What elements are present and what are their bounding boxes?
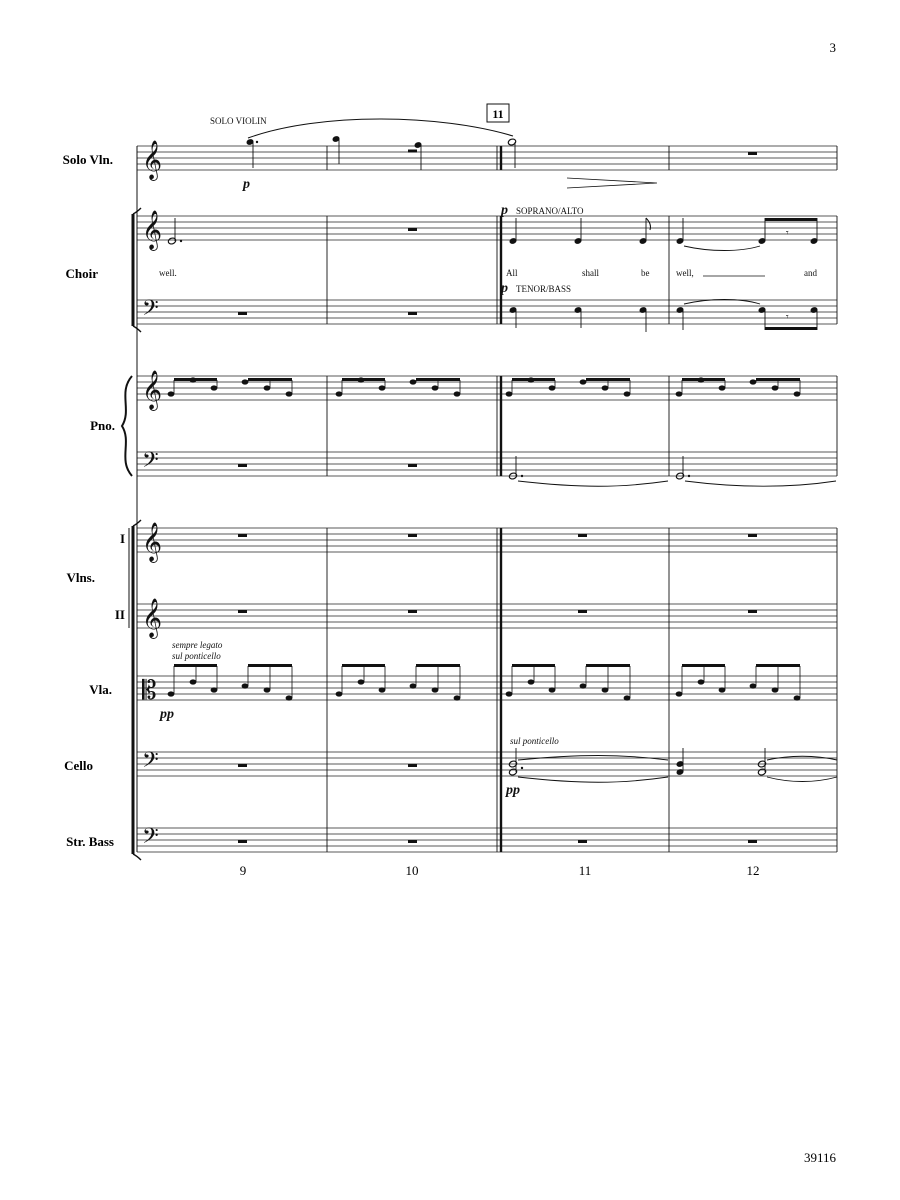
dynamic-p: p: [501, 281, 508, 296]
treble-clef-icon: 𝄞: [142, 140, 163, 180]
treble-clef-icon: 𝄞: [142, 522, 163, 562]
treble-clef-icon: 𝄞: [142, 598, 163, 638]
svg-text:𝄾: 𝄾: [786, 312, 789, 323]
clefs: [142, 140, 162, 854]
instrument-names: [63, 152, 125, 849]
measure-number: 11: [578, 863, 592, 878]
soprano-alto-label: SOPRANO/ALTO: [516, 206, 584, 216]
piano-brace: [122, 376, 132, 476]
treble-clef-icon: 𝄞: [142, 210, 163, 250]
instrument-choir: Choir: [65, 266, 98, 281]
solo-violin-notes: [210, 116, 757, 192]
bass-clef-icon: 𝄢: [142, 448, 159, 478]
lyrics: [159, 268, 817, 278]
rehearsal-mark: 11: [492, 107, 504, 121]
instrument-violin-2: II: [114, 607, 125, 622]
cello-notes: [238, 736, 837, 798]
measure-numbers: [240, 863, 760, 878]
bass-clef-icon: 𝄢: [142, 748, 159, 778]
bass-clef-icon: 𝄢: [142, 824, 159, 854]
strings-bracket: [129, 520, 141, 860]
decrescendo: [567, 178, 657, 188]
lyric: and: [804, 268, 817, 278]
alto-clef-icon: 𝄡: [142, 676, 157, 706]
instrument-cello: Cello: [64, 758, 93, 773]
slur: [248, 119, 513, 138]
lyric: shall: [582, 268, 599, 278]
lyric: be: [641, 268, 650, 278]
dynamic-p: p: [243, 177, 250, 192]
viola-notes: [159, 640, 800, 722]
expression-text: sul ponticello: [172, 651, 221, 661]
staves: [137, 146, 837, 852]
lyric: All: [506, 268, 518, 278]
dynamic-pp: pp: [506, 783, 520, 798]
lyric: well.: [159, 268, 177, 278]
svg-text:𝄾: 𝄾: [786, 228, 789, 239]
barlines: [137, 146, 837, 852]
tenor-bass-label: TENOR/BASS: [516, 284, 572, 294]
bass-clef-icon: 𝄢: [142, 296, 159, 326]
expression-text: sul ponticello: [510, 736, 559, 746]
measure-number: 10: [405, 863, 419, 878]
instrument-violins: Vlns.: [66, 570, 95, 585]
bass-rests: [238, 840, 757, 843]
lyric: well,: [676, 268, 694, 278]
dynamic-p: p: [501, 203, 508, 218]
instrument-viola: Vla.: [89, 682, 112, 697]
instrument-solo-violin: Solo Vln.: [62, 152, 113, 167]
measure-number: 9: [239, 863, 247, 878]
measure-number: 12: [746, 863, 760, 878]
solo-violin-label: SOLO VIOLIN: [210, 116, 267, 126]
instrument-violin-1: I: [119, 531, 125, 546]
instrument-string-bass: Str. Bass: [66, 834, 114, 849]
dynamic-pp: pp: [160, 707, 174, 722]
catalog-number: 39116: [803, 1150, 836, 1165]
treble-clef-icon: 𝄞: [142, 370, 163, 410]
instrument-piano: Pno.: [90, 418, 115, 433]
expression-text: sempre legato: [172, 640, 223, 650]
page-number: 3: [829, 40, 836, 55]
